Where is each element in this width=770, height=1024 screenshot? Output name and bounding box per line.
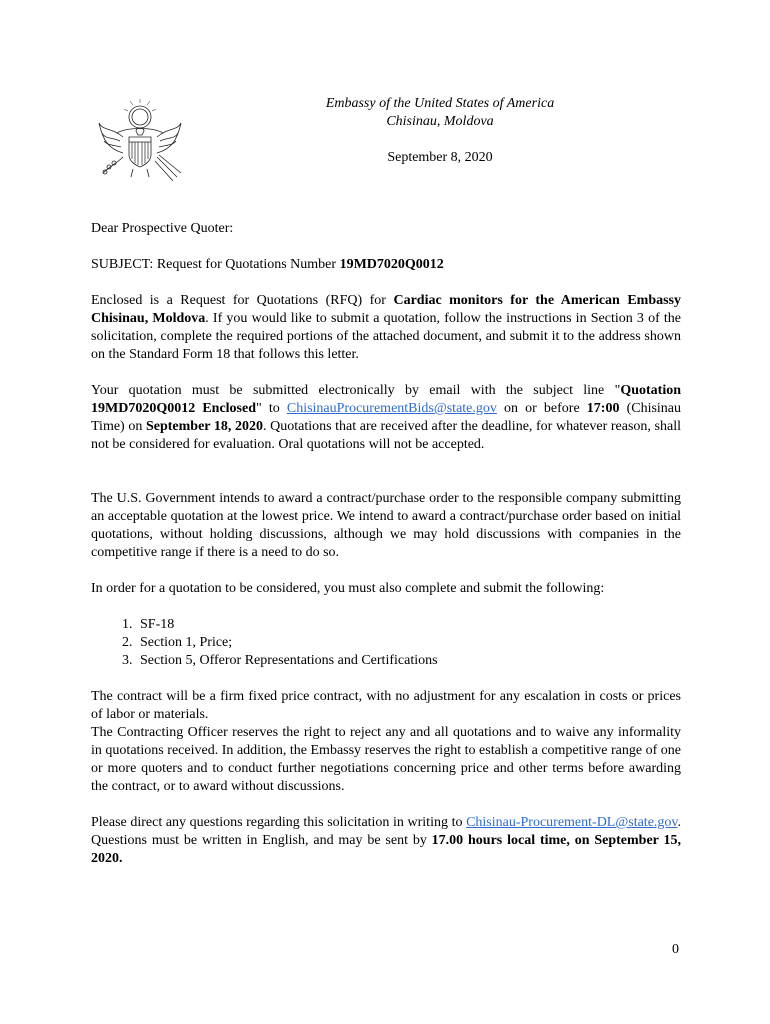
page-number: 0 <box>672 942 679 957</box>
list-item: 3. Section 5, Offeror Representations and Certifications <box>136 652 681 670</box>
salutation: Dear Prospective Quoter: <box>91 221 234 236</box>
p1-c: . If you would like to submit a quotation, follow the instructions in Section 3 of the solicitation, complete the required portions of the attached document, and submit it to the address shown on the Standard Form 18 that follows this letter. <box>91 311 681 362</box>
paragraph-questions <box>91 814 681 868</box>
paragraph-rfq-intro <box>91 292 681 364</box>
p2-e: (Chisinau Time) on <box>91 401 682 434</box>
p7-a: Please direct any questions regarding this solicitation in writing to <box>91 815 467 830</box>
us-great-seal-icon <box>93 97 187 189</box>
letter-body <box>91 220 681 868</box>
p7-c: 17.00 hours local time, on September 15, 2020. <box>91 833 681 866</box>
subject-prefix: SUBJECT: Request for Quotations Number <box>91 257 340 272</box>
paragraph-requirements: In order for a quotation to be considered, you must also complete and submit the following: <box>91 581 605 596</box>
p2-f: . Quotations that are received after the deadline, for whatever reason, shall not be considered for evaluation. Oral quotations will not be accepted. <box>91 419 681 452</box>
list-item: 1. SF-18 <box>136 616 681 634</box>
p2-deadline: September 18, 2020 <box>145 419 263 434</box>
p2-c: " to <box>256 401 287 416</box>
p7-b: . Questions must be written in English, and may be sent by <box>91 815 681 848</box>
paragraph-contract-type: The contract will be a firm fixed price contract, with no adjustment for any escalation in costs or prices of labor or materials. <box>91 689 681 722</box>
embassy-name: Embassy of the United States of America <box>325 96 555 111</box>
list-item: 2. Section 1, Price; <box>136 634 681 652</box>
p1-b: Cardiac monitors for the American Embassy Chisinau, Moldova <box>91 293 682 326</box>
required-documents-list <box>91 616 681 670</box>
paragraph-submission <box>91 382 681 454</box>
p2-d: on or before <box>496 401 587 416</box>
p2-time: 17:00 <box>586 401 620 416</box>
bids-email-link[interactable]: ChisinauProcurementBids@state.gov <box>286 401 497 416</box>
letter-date: September 8, 2020 <box>387 150 493 165</box>
subject-line <box>91 256 681 274</box>
embassy-location: Chisinau, Moldova <box>386 114 494 129</box>
procurement-email-link[interactable]: Chisinau-Procurement-DL@state.gov <box>466 815 678 830</box>
rfq-number: 19MD7020Q0012 <box>339 257 444 272</box>
paragraph-contracting-officer: The Contracting Officer reserves the right to reject any and all quotations and to waive any informality in quotations received. In addition, the Embassy reserves the right to establish a competitive range of one or more quoters and to conduct further negotiations concerning price and other terms before awarding the contract, or to award without discussions. <box>91 725 681 794</box>
p2-a: Your quotation must be submitted electronically by email with the subject line " <box>91 383 621 398</box>
p1-a: Enclosed is a Request for Quotations (RFQ) for <box>91 293 394 308</box>
letterhead <box>250 95 630 167</box>
p2-b: Quotation 19MD7020Q0012 Enclosed <box>91 383 681 416</box>
paragraph-award: The U.S. Government intends to award a contract/purchase order to the responsible company submitting an acceptable quotation at the lowest price. We intend to award a contract/purchase order based on initial quotations, without holding discussions, although we may hold discussions with companies in the competitive range if there is a need to do so. <box>91 491 681 560</box>
